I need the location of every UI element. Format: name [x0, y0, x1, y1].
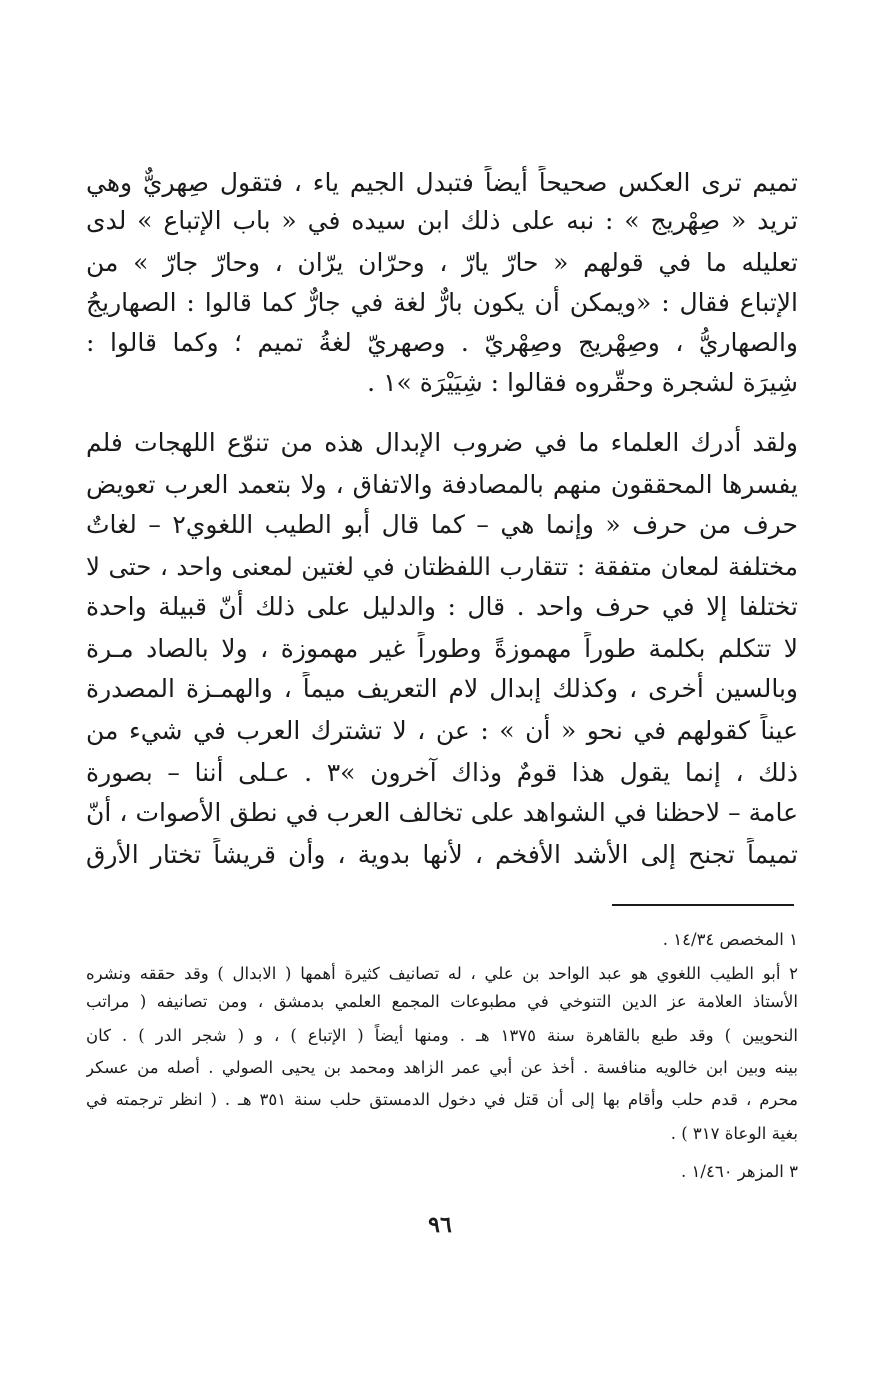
- footnote-separator: [612, 904, 794, 906]
- paragraph-2-line-5: تختلفا إلا في حرف واحد . قال : والدليل على ذلك أنّ قبيلة واحدة: [86, 592, 798, 621]
- footnote-2-line-3: النحويين ) وقد طبع بالقاهرة سنة ١٣٧٥ هـ . ومنها أيضاً ( الإتباع ) ، و ( شجر الدر ) . كان: [86, 1026, 798, 1045]
- paragraph-1-line-3: تعليله ما في قولهم « حارّ يارّ ، وحرّان يرّان ، وحارّ جارّ » من: [86, 248, 798, 277]
- paragraph-2-line-9: ذلك ، إنما يقول هذا قومٌ وذاك آخرون »٣ . عـلى أننا – بصورة: [86, 758, 798, 787]
- paragraph-2-line-7: وبالسين أخرى ، وكذلك إبدال لام التعريف ميماً ، والهمـزة المصدرة: [86, 674, 798, 703]
- paragraph-2-line-11: تميماً تجنح إلى الأشد الأفخم ، لأنها بدوية ، وأن قريشاً تختار الأرق: [86, 840, 798, 869]
- paragraph-1-line-5: والصهاريُّ ، وصِهْريج وصِهْريّ . وصهريّ لغةُ تميم ؛ وكما قالوا :: [86, 328, 798, 357]
- footnote-2-line-2: الأستاذ العلامة عز الدين التنوخي في مطبوعات المجمع العلمي بدمشق ، ومن تصانيفه ( مراتب: [86, 992, 798, 1011]
- paragraph-2-line-8: عيناً كقولهم في نحو « أن » : عن ، لا تشترك العرب في شيء من: [86, 716, 798, 745]
- footnote-2-line-6: بغية الوعاة ٣١٧ ) .: [670, 1124, 798, 1143]
- paragraph-1-line-4: الإتباع فقال : «ويمكن أن يكون بارٌّ لغة في جارٌّ كما قالوا : الصهاريجُ: [86, 288, 798, 317]
- footnote-2-line-4: بينه وبين ابن خالويه منافسة . أخذ عن أبي عمر الزاهد ومحمد بن يحيى الصولي . أصله من عسكر: [86, 1058, 798, 1077]
- paragraph-2-line-1: ولقد أدرك العلماء ما في ضروب الإبدال هذه من تنوّع اللهجات فلم: [86, 428, 798, 457]
- paragraph-1-line-1: تميم ترى العكس صحيحاً أيضاً فتبدل الجيم ياء ، فتقول صِهريٌّ وهي: [86, 168, 798, 197]
- footnote-2-line-5: محرم ، قدم حلب وأقام بها إلى أن قتل في دخول الدمستق حلب سنة ٣٥١ هـ . ( انظر ترجمته في: [86, 1090, 798, 1109]
- footnote-3: ٣ المزهر ١/٤٦٠ .: [681, 1162, 798, 1181]
- paragraph-2-line-4: مختلفة لمعان متفقة : تتقارب اللفظتان في لغتين لمعنى واحد ، حتى لا: [86, 552, 798, 581]
- paragraph-1-line-2: تريد « صِهْريج » : نبه على ذلك ابن سيده في « باب الإتباع » لدى: [86, 206, 798, 235]
- footnote-2-line-1: ٢ أبو الطيب اللغوي هو عبد الواحد بن علي ، له تصانيف كثيرة أهمها ( الابدال ) وقد حققه ونشره: [86, 964, 798, 983]
- paragraph-2-line-6: لا تتكلم بكلمة طوراً مهموزةً وطوراً غير مهموزة ، ولا بالصاد مـرة: [86, 634, 798, 663]
- paragraph-1-line-6: شِيرَة لشجرة وحقّروه فقالوا : شِيَيْرَة »١ .: [367, 368, 798, 397]
- page-number: ٩٦: [428, 1212, 452, 1238]
- footnote-1: ١ المخصص ١٤/٣٤ .: [662, 930, 798, 949]
- paragraph-2-line-3: حرف من حرف « وإنما هي – كما قال أبو الطيب اللغوي٢ – لغاتٌ: [86, 510, 798, 539]
- paragraph-2-line-2: يفسرها المحققون منهم بالمصادفة والاتفاق ، ولا بتعمد العرب تعويض: [86, 470, 798, 499]
- paragraph-2-line-10: عامة – لاحظنا في الشواهد على تخالف العرب في نطق الأصوات ، أنّ: [86, 798, 798, 827]
